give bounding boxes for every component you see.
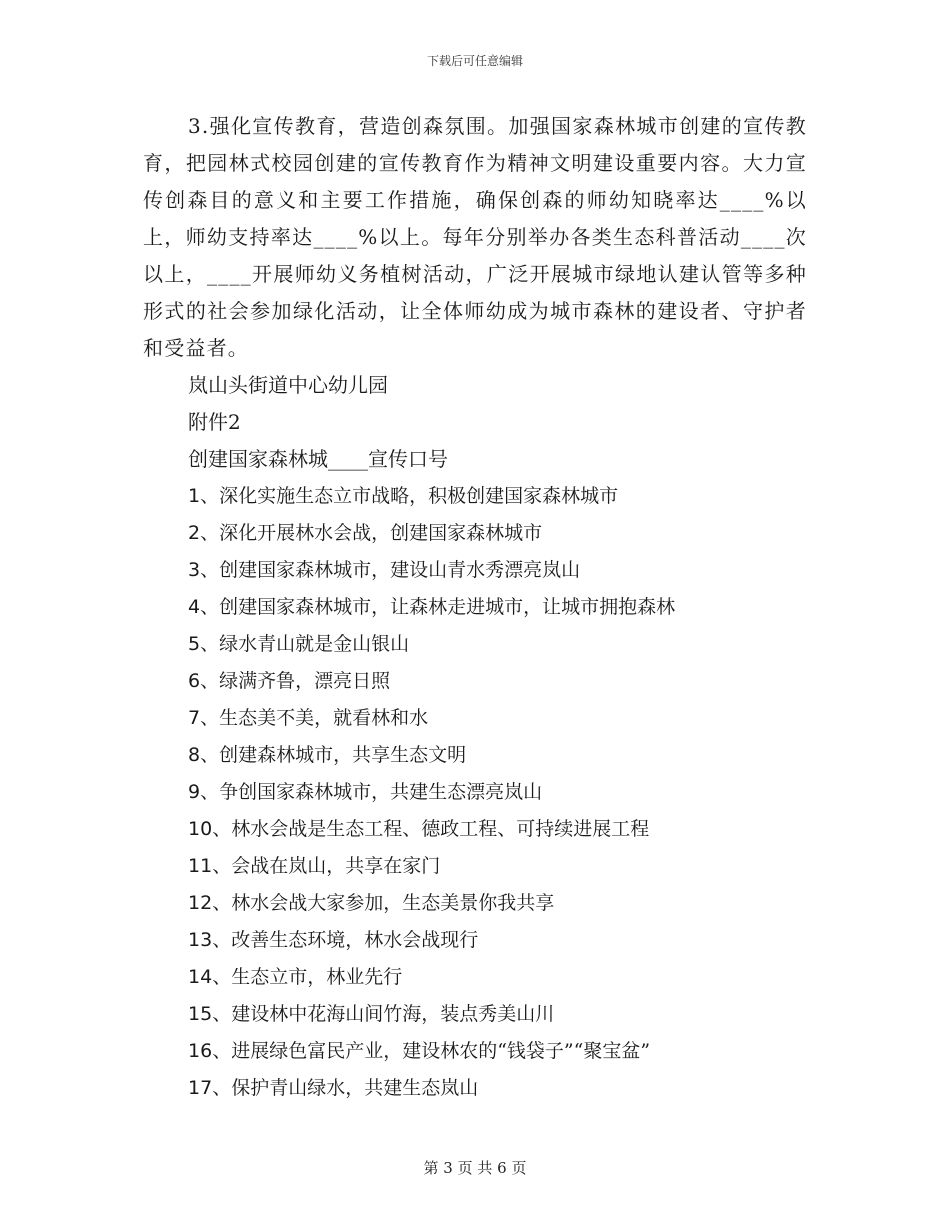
slogan-item xyxy=(143,922,807,959)
slogan-text: 、争创国家森林城市，共建生态漂亮岚山 xyxy=(200,781,543,803)
slogan-text: 、深化开展林水会战，创建国家森林城市 xyxy=(200,522,543,544)
slogan-list xyxy=(143,478,807,1107)
slogan-item xyxy=(143,515,807,552)
slogan-text: 、进展绿色富民产业，建设林农的“钱袋子”“聚宝盆” xyxy=(212,1040,651,1062)
slogan-text: 、建设林中花海山间竹海，装点秀美山川 xyxy=(212,1003,555,1025)
page-header: 下载后可任意编辑 xyxy=(426,54,523,68)
organization-name: 岚山头街道中心幼儿园 xyxy=(188,373,388,397)
slogan-number: 6 xyxy=(188,670,201,692)
attachment-title: 创建国家森林城____宣传口号 xyxy=(188,447,448,471)
slogan-text: 、生态美不美，就看林和水 xyxy=(200,707,429,729)
slogan-item xyxy=(143,1070,807,1107)
slogan-item xyxy=(143,996,807,1033)
slogan-number: 7 xyxy=(188,707,201,729)
section-3-paragraph: 3.强化宣传教育，营造创森氛围。加强国家森林城市创建的宣传教育，把园林式校园创建的宣传教育作为精神文明建设重要内容。大力宣传创森目的意义和主要工作措施，确保创森的师幼知晓率达____%以上，师幼支持率达____%以上。每年分别举办各类生态科普活动____次以上，____开展师幼义务植树活动，广泛开展城市绿地认建认管等多种形式的社会参加绿化活动，让全体师幼成为城市森林的建设者、守护者和受益者。 xyxy=(143,114,807,360)
slogan-number: 4 xyxy=(188,596,201,618)
slogan-number: 2 xyxy=(188,522,201,544)
slogan-number: 13 xyxy=(188,929,213,951)
slogan-item xyxy=(143,774,807,811)
slogan-item xyxy=(143,552,807,589)
slogan-number: 12 xyxy=(188,892,213,914)
slogan-text: 、保护青山绿水，共建生态岚山 xyxy=(212,1077,479,1099)
slogan-text: 、林水会战是生态工程、德政工程、可持续进展工程 xyxy=(212,818,650,840)
slogan-item xyxy=(143,885,807,922)
slogan-item xyxy=(143,848,807,885)
slogan-number: 8 xyxy=(188,744,201,766)
page-footer: 第 3 页 共 6 页 xyxy=(423,1159,527,1177)
slogan-number: 16 xyxy=(188,1040,213,1062)
slogan-item xyxy=(143,478,807,515)
attachment-label: 附件2 xyxy=(188,410,241,434)
slogan-text: 、深化实施生态立市战略，积极创建国家森林城市 xyxy=(200,485,619,507)
slogan-number: 1 xyxy=(188,485,201,507)
slogan-number: 5 xyxy=(188,633,201,655)
slogan-number: 11 xyxy=(188,855,213,877)
slogan-text: 、林水会战大家参加，生态美景你我共享 xyxy=(212,892,555,914)
slogan-item xyxy=(143,626,807,663)
slogan-text: 、创建森林城市，共享生态文明 xyxy=(200,744,467,766)
slogan-item xyxy=(143,811,807,848)
slogan-number: 9 xyxy=(188,781,201,803)
slogan-text: 、创建国家森林城市，建设山青水秀漂亮岚山 xyxy=(200,559,581,581)
slogan-item xyxy=(143,737,807,774)
slogan-text: 、创建国家森林城市，让森林走进城市，让城市拥抱森林 xyxy=(200,596,676,618)
slogan-item xyxy=(143,589,807,626)
slogan-text: 、会战在岚山，共享在家门 xyxy=(212,855,441,877)
slogan-item xyxy=(143,959,807,996)
slogan-text: 、改善生态环境，林水会战现行 xyxy=(212,929,479,951)
slogan-text: 、生态立市，林业先行 xyxy=(212,966,403,988)
slogan-text: 、绿满齐鲁，漂亮日照 xyxy=(200,670,391,692)
slogan-item xyxy=(143,663,807,700)
slogan-item xyxy=(143,1033,807,1070)
slogan-number: 3 xyxy=(188,559,201,581)
slogan-number: 14 xyxy=(188,966,213,988)
slogan-number: 17 xyxy=(188,1077,213,1099)
document-body xyxy=(143,108,807,1107)
slogan-item xyxy=(143,700,807,737)
slogan-number: 15 xyxy=(188,1003,213,1025)
slogan-text: 、绿水青山就是金山银山 xyxy=(200,633,410,655)
slogan-number: 10 xyxy=(188,818,213,840)
